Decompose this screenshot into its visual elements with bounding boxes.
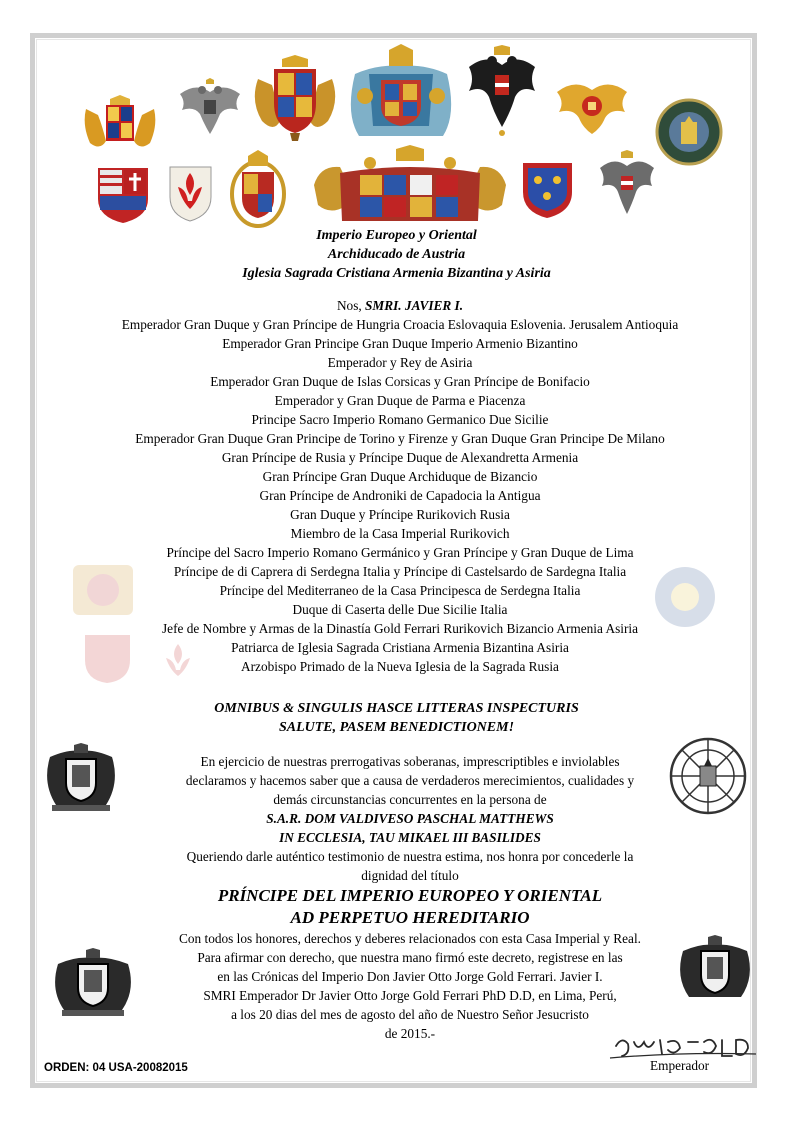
header-block: [0, 226, 793, 283]
emperor-label: Emperador: [650, 1058, 710, 1073]
recipient-name: S.A.R. DOM VALDIVESO PASCHAL MATTHEWS: [266, 811, 554, 826]
decree-grant-1: Queriendo darle auténtico testimonio de nuestra estima, nos honra por concederle la: [186, 849, 634, 864]
title-line: Gran Príncipe Gran Duque Archiduque de Bizancio: [262, 469, 538, 484]
header-church: Iglesia Sagrada Cristiana Armenia Bizantina y Asiria: [242, 266, 551, 281]
crest-lions-icon: [80, 95, 160, 153]
decree-grant-2: dignidad del título: [361, 868, 459, 883]
title-line: Duque di Caserta delle Due Sicilie Italia: [292, 602, 508, 617]
title-line: Emperador Gran Principe Gran Duque Imperio Armenio Bizantino: [222, 336, 578, 351]
emperor-signature: [608, 1028, 758, 1062]
decree-close-2: Para afirmar con derecho, que nuestra mano firmó este decreto, registrese en las: [197, 950, 623, 965]
title-line: Gran Príncipe de Rusia y Príncipe Duque de Alexandretta Armenia: [221, 450, 579, 465]
crest-black-double-eagle-icon: [465, 45, 540, 137]
title-line: Emperador Gran Duque de Islas Corsicas y Gran Príncipe de Bonifacio: [210, 374, 590, 389]
crest-grey-double-eagle-icon: [598, 150, 656, 218]
seal-left-crest-icon: [42, 743, 120, 815]
decree-close-6: de 2015.-: [384, 1026, 436, 1041]
title-line: Principe Sacro Imperio Romano Germanico Due Sicilie: [251, 412, 549, 427]
ruler-name: SMRI. JAVIER I.: [365, 298, 464, 313]
title-line: Jefe de Nombre y Armas de la Dinastía Gold Ferrari Rurikovich Bizancio Armenia Asiria: [162, 621, 638, 636]
omnibus-salutation: [0, 699, 793, 737]
omnibus-line-2: SALUTE, PASEM BENEDICTIONEM!: [278, 720, 515, 735]
crest-great-imperial-arms-icon: [310, 145, 510, 227]
title-line: Arzobispo Primado de la Nueva Iglesia de la Sagrada Rusia: [241, 659, 559, 674]
order-number: ORDEN: 04 USA-20082015: [44, 1062, 188, 1074]
decree-close-4: SMRI Emperador Dr Javier Otto Jorge Gold Ferrari PhD D.D, en Lima, Perú,: [203, 988, 617, 1003]
decree-close-5: a los 20 dias del mes de agosto del año de Nuestro Señor Jesucristo: [231, 1007, 589, 1022]
decree-body: [140, 752, 680, 1043]
omnibus-line-1: OMNIBUS & SINGULIS HASCE LITTERAS INSPECTURIS: [214, 701, 579, 716]
nos-label: Nos,: [336, 298, 362, 313]
crest-fleur-de-lis-red-icon: [168, 165, 213, 223]
titles-block: [60, 296, 740, 676]
header-empire: Imperio Europeo y Oriental: [316, 228, 477, 243]
crest-france-lilies-icon: [520, 160, 575, 220]
crest-hungarian-shield-icon: [95, 165, 151, 225]
title-line: Príncipe del Mediterraneo de la Casa Principesca de Serdegna Italia: [219, 583, 581, 598]
crest-golden-eagle-icon: [555, 72, 630, 136]
seal-bottom-left-crest-icon: [50, 948, 135, 1018]
decree-close-1: Con todos los honores, derechos y deberes relacionados con esta Casa Imperial y Real.: [179, 931, 641, 946]
title-line: Emperador Gran Duque y Gran Príncipe de Hungria Croacia Eslovaquia Eslovenia. Jerusalem Antioquia: [121, 317, 679, 332]
title-line: Emperador y Rey de Asiria: [327, 355, 473, 370]
title-line: Patriarca de Iglesia Sagrada Cristiana Armenia Bizantina Asiria: [231, 640, 569, 655]
seal-right-wheel-icon: [668, 736, 748, 816]
title-line: Príncipe del Sacro Imperio Romano Germánico y Gran Príncipe y Gran Duque de Lima: [166, 545, 634, 560]
decree-intro-2: declaramos y hacemos saber que a causa de verdaderos merecimientos, cualidades y: [185, 773, 635, 788]
title-line: Emperador Gran Duque Gran Principe de Torino y Firenze y Gran Duque Gran Principe De Milano: [135, 431, 665, 446]
granted-title-1: PRÍNCIPE DEL IMPERIO EUROPEO Y ORIENTAL: [217, 886, 603, 905]
title-line: Miembro de la Casa Imperial Rurikovich: [290, 526, 510, 541]
header-archduchy: Archiducado de Austria: [327, 247, 466, 262]
crest-imperial-mantle-icon: [345, 44, 457, 140]
decree-intro-3: demás circunstancias concurrentes en la persona de: [273, 792, 547, 807]
granted-title-2: AD PERPETUO HEREDITARIO: [290, 908, 530, 927]
seal-bottom-right-crest-icon: [675, 935, 755, 1005]
recipient-ecclesiastical-name: IN ECCLESIA, TAU MIKAEL III BASILIDES: [279, 830, 541, 845]
title-line: Príncipe de di Caprera di Serdegna Italia y Príncipe di Castelsardo de Sardegna Italia: [173, 564, 627, 579]
decree-close-3: en las Crónicas del Imperio Don Javier Otto Jorge Gold Ferrari. Javier I.: [217, 969, 603, 984]
crest-double-eagle-silver-icon: [178, 78, 243, 136]
decree-intro-1: En ejercicio de nuestras prerrogativas soberanas, imprescriptibles e inviolables: [200, 754, 620, 769]
title-line: Emperador y Gran Duque de Parma e Piacenza: [274, 393, 526, 408]
crest-collar-arms-icon: [230, 150, 286, 228]
ruler-line: [60, 296, 740, 315]
title-line: Gran Duque y Príncipe Rurikovich Rusia: [290, 507, 510, 522]
title-line: Gran Príncipe de Androniki de Capadocia la Antigua: [259, 488, 541, 503]
crest-armenian-arms-icon: [250, 55, 340, 143]
crest-round-seal-icon: [655, 98, 723, 166]
